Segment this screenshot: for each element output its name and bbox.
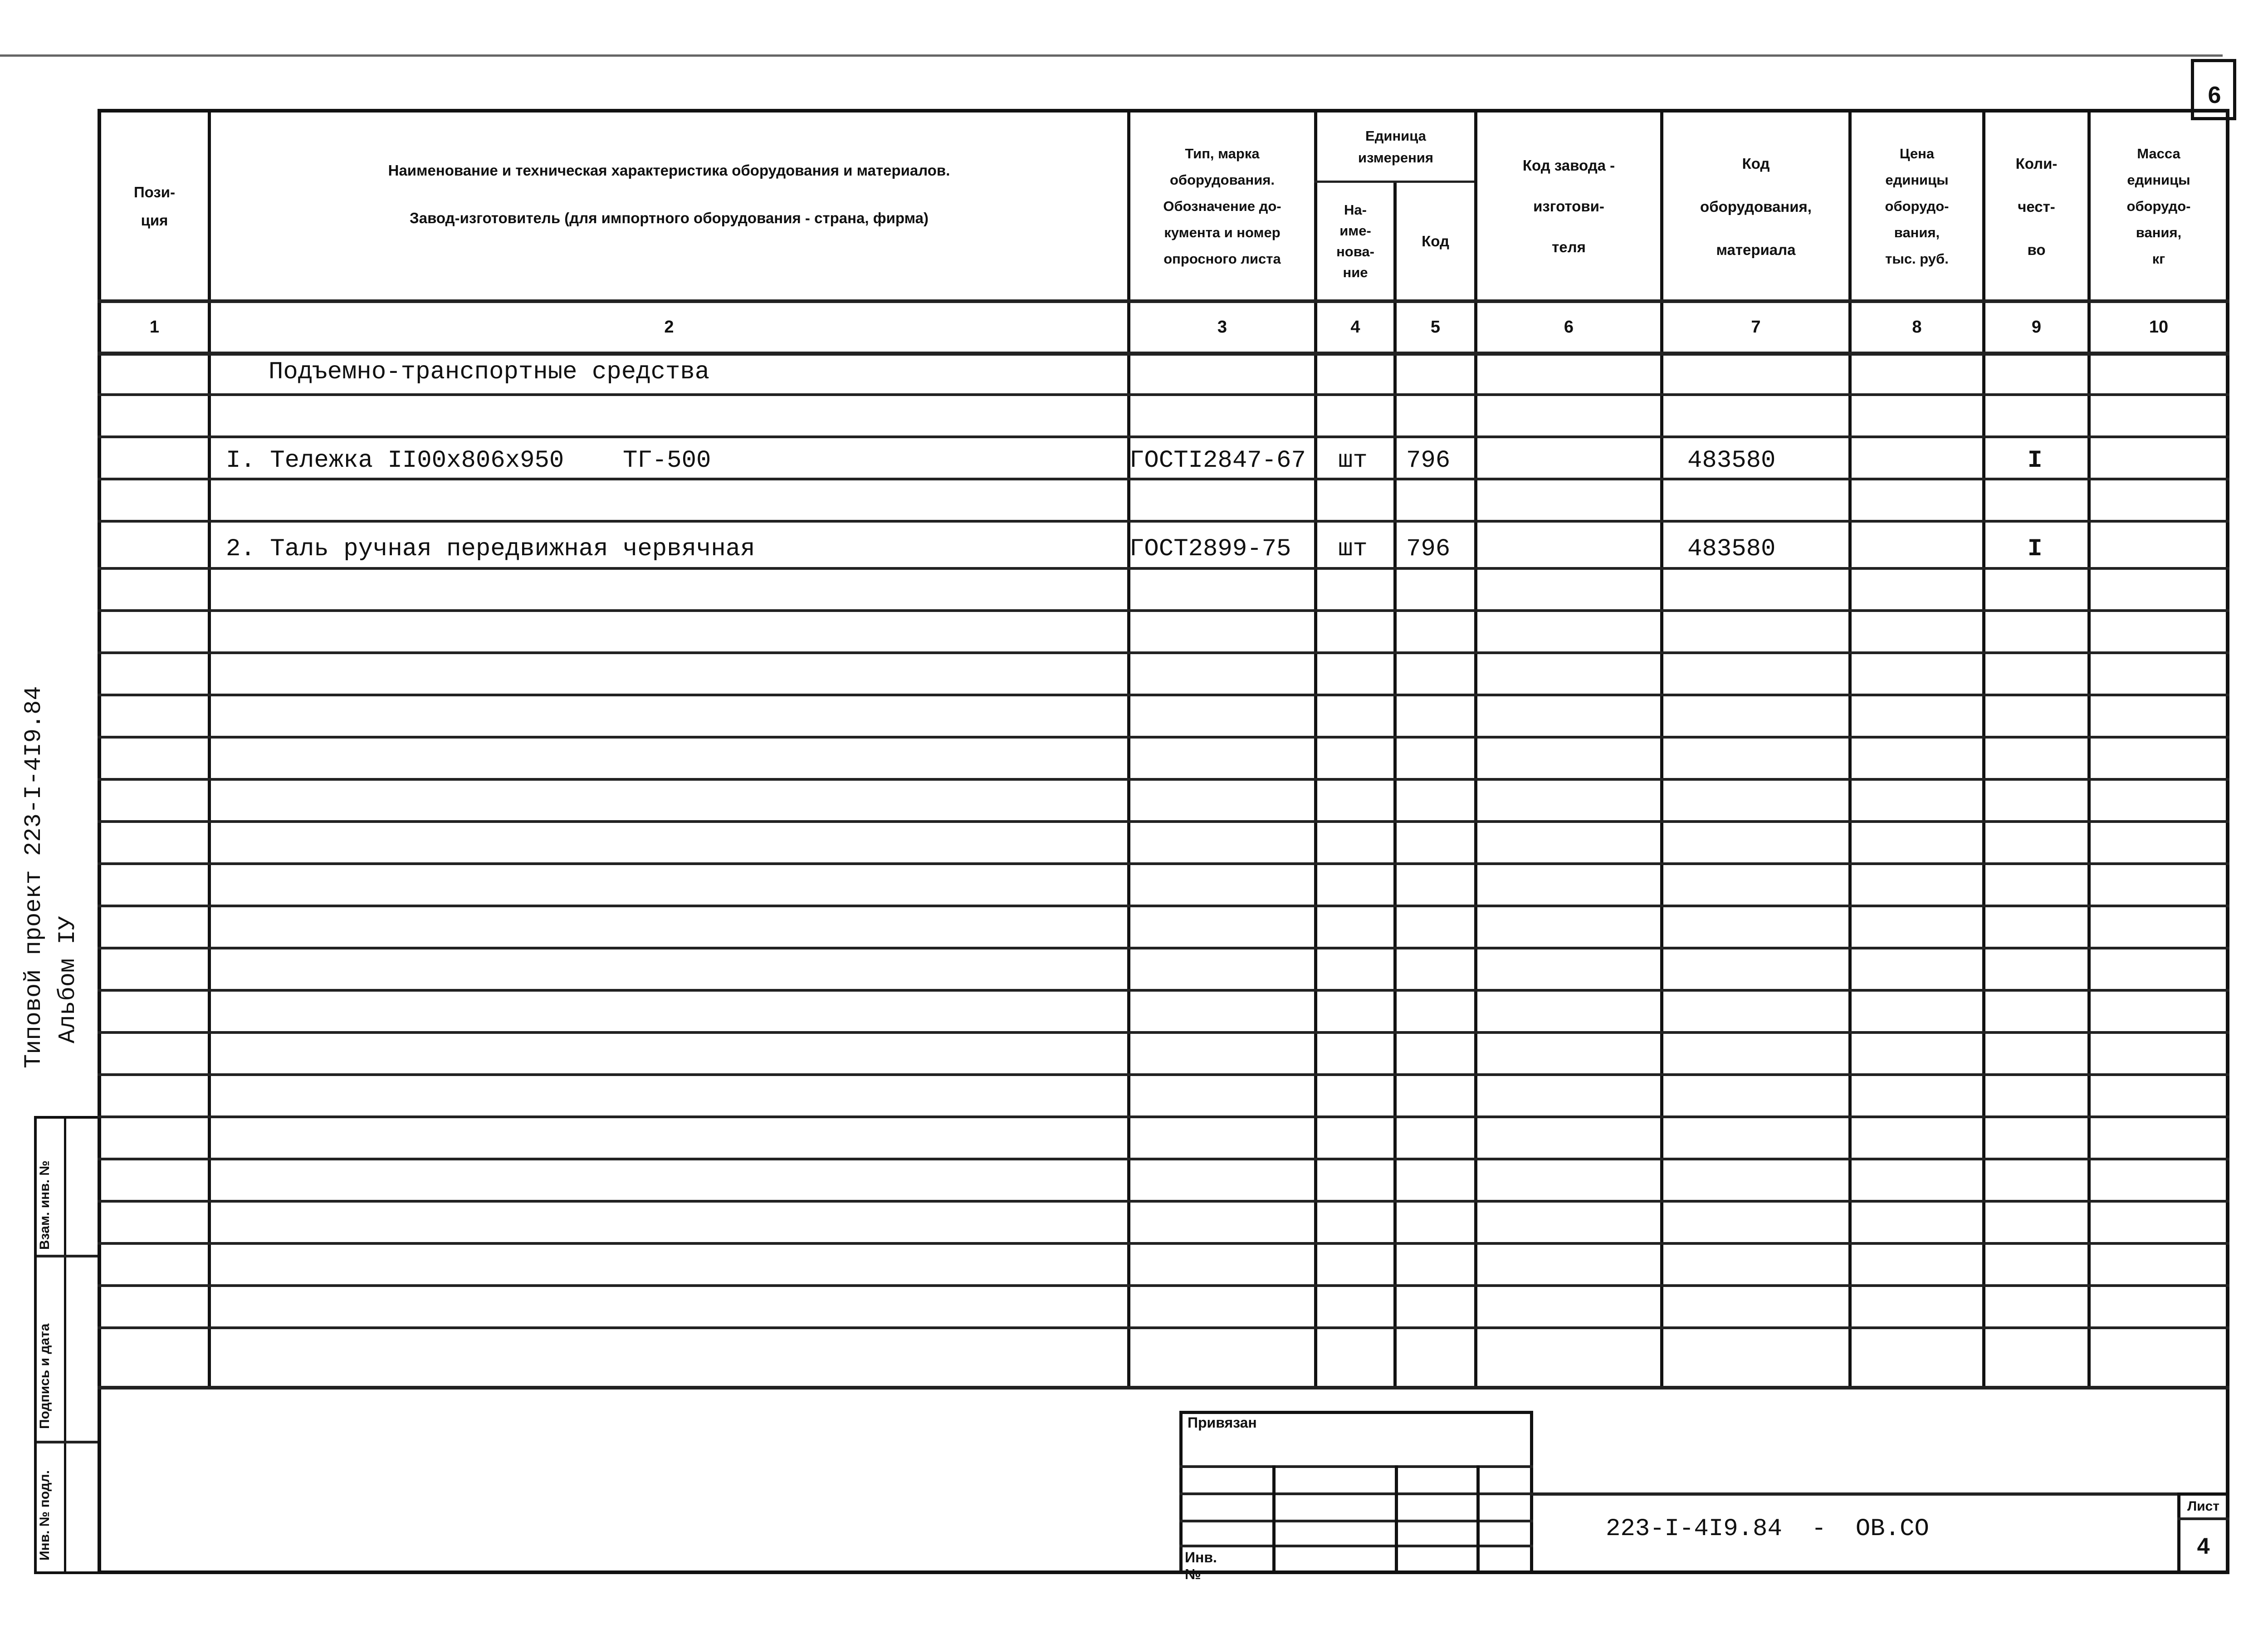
row-unit-code: 796 [1406,447,1451,475]
column-number: 9 [2031,318,2042,337]
row-line [98,736,2229,739]
row-line [98,1284,2229,1287]
stamp-divider [64,1116,66,1574]
header-name-line1: Наименование и техническая характеристика оборудования и материалов. [388,162,950,179]
section-heading: Подъемно-транспортные средства [269,358,710,386]
colnum-bottom-line [98,352,2229,356]
row-equip-code: 483580 [1687,535,1776,563]
header-bottom-line [98,299,2229,303]
row-line [98,905,2229,907]
row-line [98,609,2229,612]
row-line [98,820,2229,823]
column-number: 5 [1430,318,1441,337]
stamp-replace-inv: Взам. инв. № [37,1160,52,1250]
column-number: 7 [1751,318,1761,337]
row-line [98,1115,2229,1118]
header-unit-name: На- име- нова- ние [1336,202,1374,280]
stamp-line [1179,1492,1533,1495]
header-mass: Масса единицы оборудо- вания, кг [2126,146,2191,267]
row-line [98,567,2229,570]
row-line [98,1200,2229,1203]
row-line [98,520,2229,523]
row-line [98,478,2229,480]
stamp-divider [37,1441,98,1443]
top-scan-line [0,54,2223,57]
header-unit-code: Код [1422,233,1449,250]
stamp-line [1476,1465,1480,1574]
header-price: Цена единицы оборудо- вания, тыс. руб. [1885,146,1949,267]
row-doc: ГОСТ2899-75 [1129,535,1291,563]
row-qty: I [2028,447,2043,475]
stamp-line [1179,1520,1533,1522]
row-line [98,862,2229,865]
linked-label: Привязан [1188,1414,1257,1431]
header-type-doc: Тип, марка оборудования. Обозначение до- кумента и номер опросного листа [1163,146,1281,267]
header-name-line2: Завод-изготовитель (для импортного оборудования - страна, фирма) [410,210,929,226]
stamp-line [1179,1465,1533,1468]
stamp-line [1395,1465,1398,1574]
row-line [98,1073,2229,1076]
stamp-original-inv: Инв. № подл. [37,1470,52,1561]
column-number: 3 [1217,318,1227,337]
header-maker-code: Код завода - изготови- теля [1522,157,1615,255]
sheet-label: Лист [2187,1499,2219,1514]
inv-label: Инв. № [1185,1549,1217,1582]
stamp-line [1272,1465,1276,1574]
column-number: 6 [1564,318,1574,337]
header-position: Пози- ция [133,184,176,229]
column-number: 8 [1912,318,1922,337]
row-line [98,1326,2229,1329]
row-unit: шт [1338,447,1368,475]
column-number: 4 [1350,318,1360,337]
stamp-signature-date: Подпись и дата [37,1323,52,1429]
row-line [98,651,2229,654]
row-line [98,778,2229,781]
document-code: 223-I-4I9.84 - ОВ.СО [1606,1515,1929,1543]
col-line [1393,181,1397,1388]
sheet-number: 4 [2197,1533,2210,1559]
row-line [98,1242,2229,1245]
row-line [98,1031,2229,1034]
stamp-divider [37,1255,98,1257]
row-doc: ГОСТI2847-67 [1129,447,1306,475]
row-line [98,435,2229,438]
row-line [98,393,2229,396]
header-quantity: Коли- чест- во [2015,155,2058,258]
row-equip-code: 483580 [1687,447,1776,475]
row-unit: шт [1338,535,1368,563]
row-qty: I [2028,535,2043,563]
column-number: 2 [664,318,674,337]
row-line [98,947,2229,949]
row-line [98,1158,2229,1160]
row-name: I. Тележка II00x806x950 ТГ-500 [226,447,711,475]
column-number: 1 [149,318,160,337]
stamp-line [1179,1545,1533,1547]
side-title-line2: Альбом IУ [54,916,81,1043]
unit-group-divider [1314,181,1474,183]
header-unit-group: Единица измерения [1358,128,1433,166]
row-unit-code: 796 [1406,535,1451,563]
header-equip-code: Код оборудования, материала [1700,155,1812,258]
column-number: 10 [2149,318,2169,337]
row-line [98,989,2229,992]
side-title-line1: Типовой проект 223-I-4I9.84 [20,686,47,1068]
table-bottom-line [98,1386,2229,1389]
code-box-top [1531,1492,2229,1496]
corner-number: 6 [2208,82,2221,108]
row-name: 2. Таль ручная передвижная червячная [226,535,755,563]
row-line [98,694,2229,696]
